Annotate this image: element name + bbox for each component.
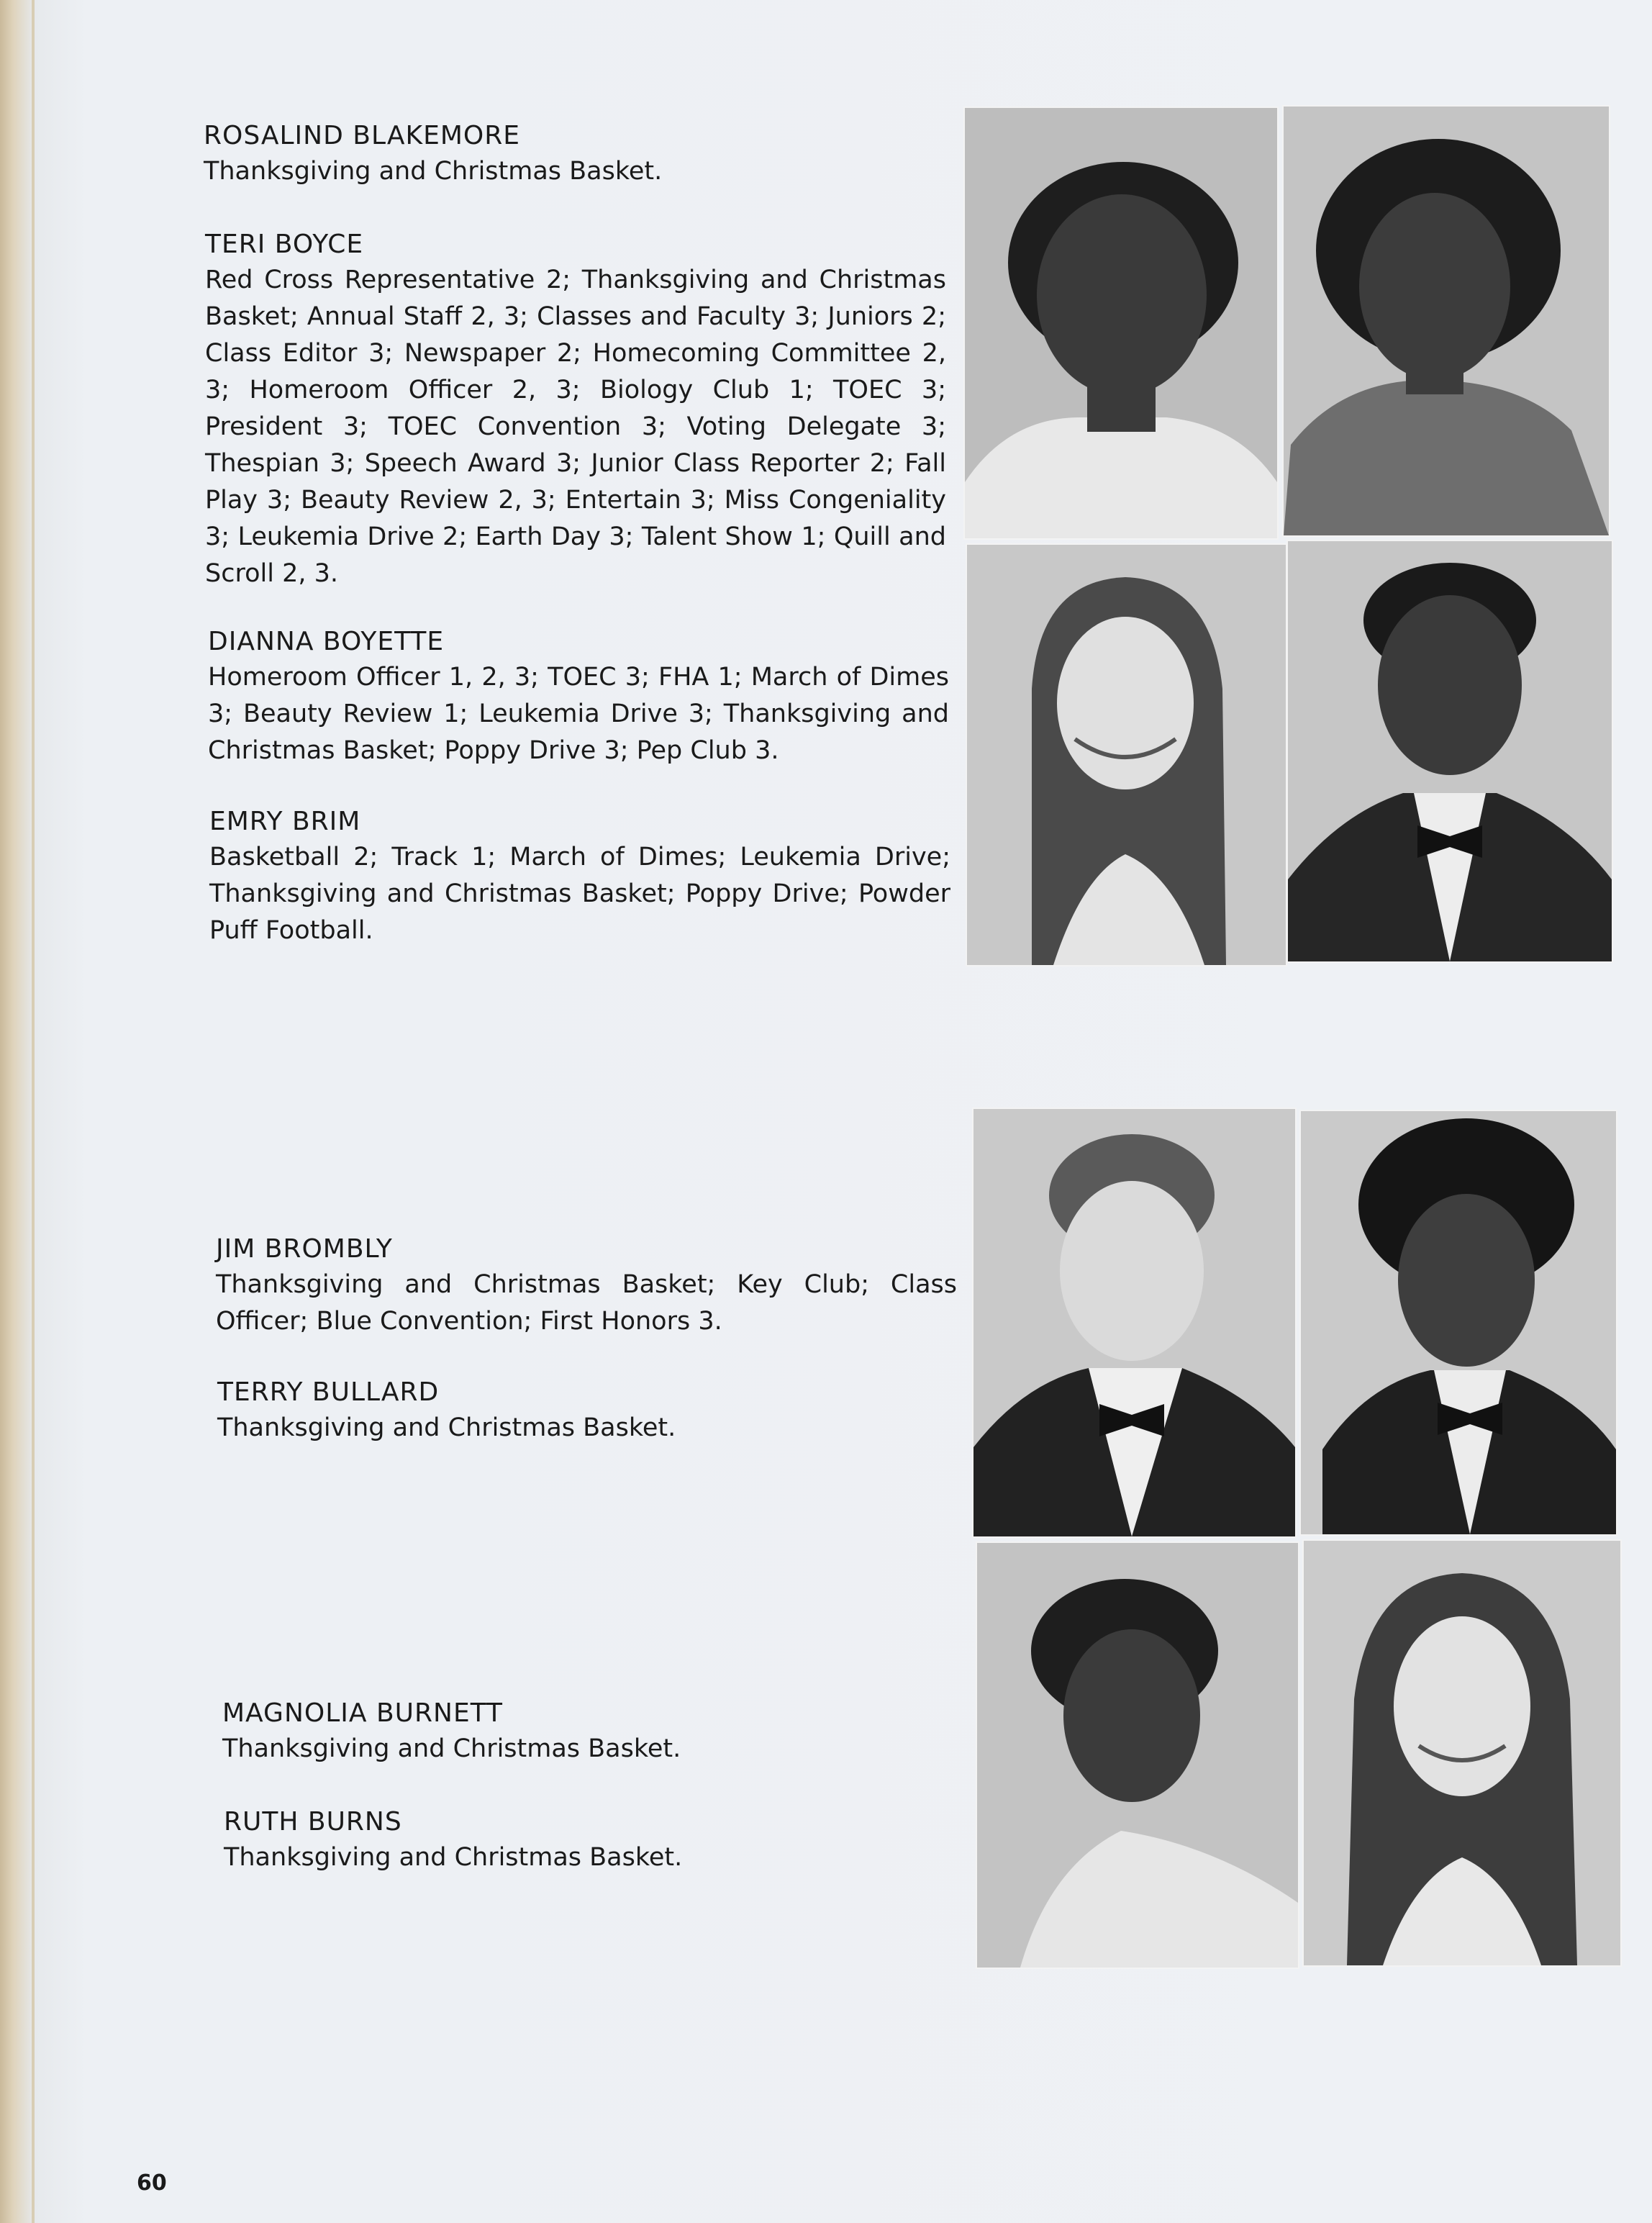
student-entry-bullard — [217, 1375, 958, 1446]
student-activities: Homeroom Officer 1, 2, 3; TOEC 3; FHA 1; March of Dimes 3; Beauty Review 1; Leukemia Drive 3; Thanksgiving and Christmas Basket; Poppy Drive 3; Pep Club 3. — [208, 663, 949, 765]
student-entry-brim — [209, 805, 950, 949]
portrait-photo-boyette — [966, 543, 1287, 966]
student-activities: Thanksgiving and Christmas Basket. — [222, 1734, 681, 1763]
student-name: TERRY BULLARD — [217, 1377, 440, 1407]
student-name: JIM BROMBLY — [216, 1234, 393, 1264]
portrait-photo-burnett — [976, 1541, 1299, 1969]
student-name: EMRY BRIM — [209, 807, 361, 836]
portrait-figure — [965, 108, 1277, 538]
portrait-photo-boyce — [1282, 105, 1610, 537]
student-entry-brombly — [216, 1232, 957, 1340]
student-activities: Red Cross Representative 2; Thanksgiving and Christmas Basket; Annual Staff 2, 3; Classes and Faculty 3; Juniors 2; Class Editor 3; Newspaper 2; Homecoming Committee 2, 3; Homeroom Officer 2, 3; Biology Club 1; TOEC 3; President 3; TOEC Convention 3; Voting Delegate 3; Thespian 3; Speech Award 3; Junior Class Reporter 2; Fall Play 3; Beauty Review 2, 3; Entertain 3; Miss Congeniality 3; Leukemia Drive 2; Earth Day 3; Talent Show 1; Quill and Scroll 2, 3. — [205, 266, 946, 588]
portrait-figure — [1301, 1111, 1616, 1534]
student-activities: Thanksgiving and Christmas Basket. — [204, 157, 663, 186]
portrait-figure — [1304, 1541, 1620, 1965]
portrait-figure — [974, 1109, 1295, 1536]
student-entry-boyce — [205, 227, 946, 592]
page-number: 60 — [137, 2170, 167, 2196]
portrait-photo-brombly — [972, 1108, 1297, 1538]
student-activities: Thanksgiving and Christmas Basket. — [217, 1413, 676, 1442]
portrait-figure — [1288, 541, 1612, 961]
student-activities: Thanksgiving and Christmas Basket. — [224, 1843, 683, 1872]
portrait-photo-bullard — [1299, 1110, 1617, 1536]
student-activities: Thanksgiving and Christmas Basket; Key Club; Class Officer; Blue Convention; First Honors 3. — [216, 1270, 957, 1336]
portrait-figure — [977, 1543, 1298, 1968]
student-name: MAGNOLIA BURNETT — [222, 1698, 504, 1728]
portrait-photo-brim — [1286, 540, 1613, 963]
student-entry-boyette — [208, 625, 949, 769]
student-name: TERI BOYCE — [205, 230, 364, 259]
portrait-photo-blakemore — [963, 107, 1279, 540]
portrait-figure — [967, 545, 1286, 965]
student-name: DIANNA BOYETTE — [208, 627, 445, 656]
portrait-figure — [1284, 107, 1609, 535]
student-entry-burns — [224, 1805, 965, 1876]
student-entry-burnett — [222, 1696, 963, 1767]
binding-edge — [32, 0, 35, 2223]
student-activities: Basketball 2; Track 1; March of Dimes; Leukemia Drive; Thanksgiving and Christmas Basket; Poppy Drive; Powder Puff Football. — [209, 843, 950, 945]
portrait-photo-burns — [1302, 1539, 1622, 1967]
student-name: ROSALIND BLAKEMORE — [204, 121, 520, 150]
student-entry-blakemore — [204, 119, 945, 190]
student-name: RUTH BURNS — [224, 1807, 402, 1837]
